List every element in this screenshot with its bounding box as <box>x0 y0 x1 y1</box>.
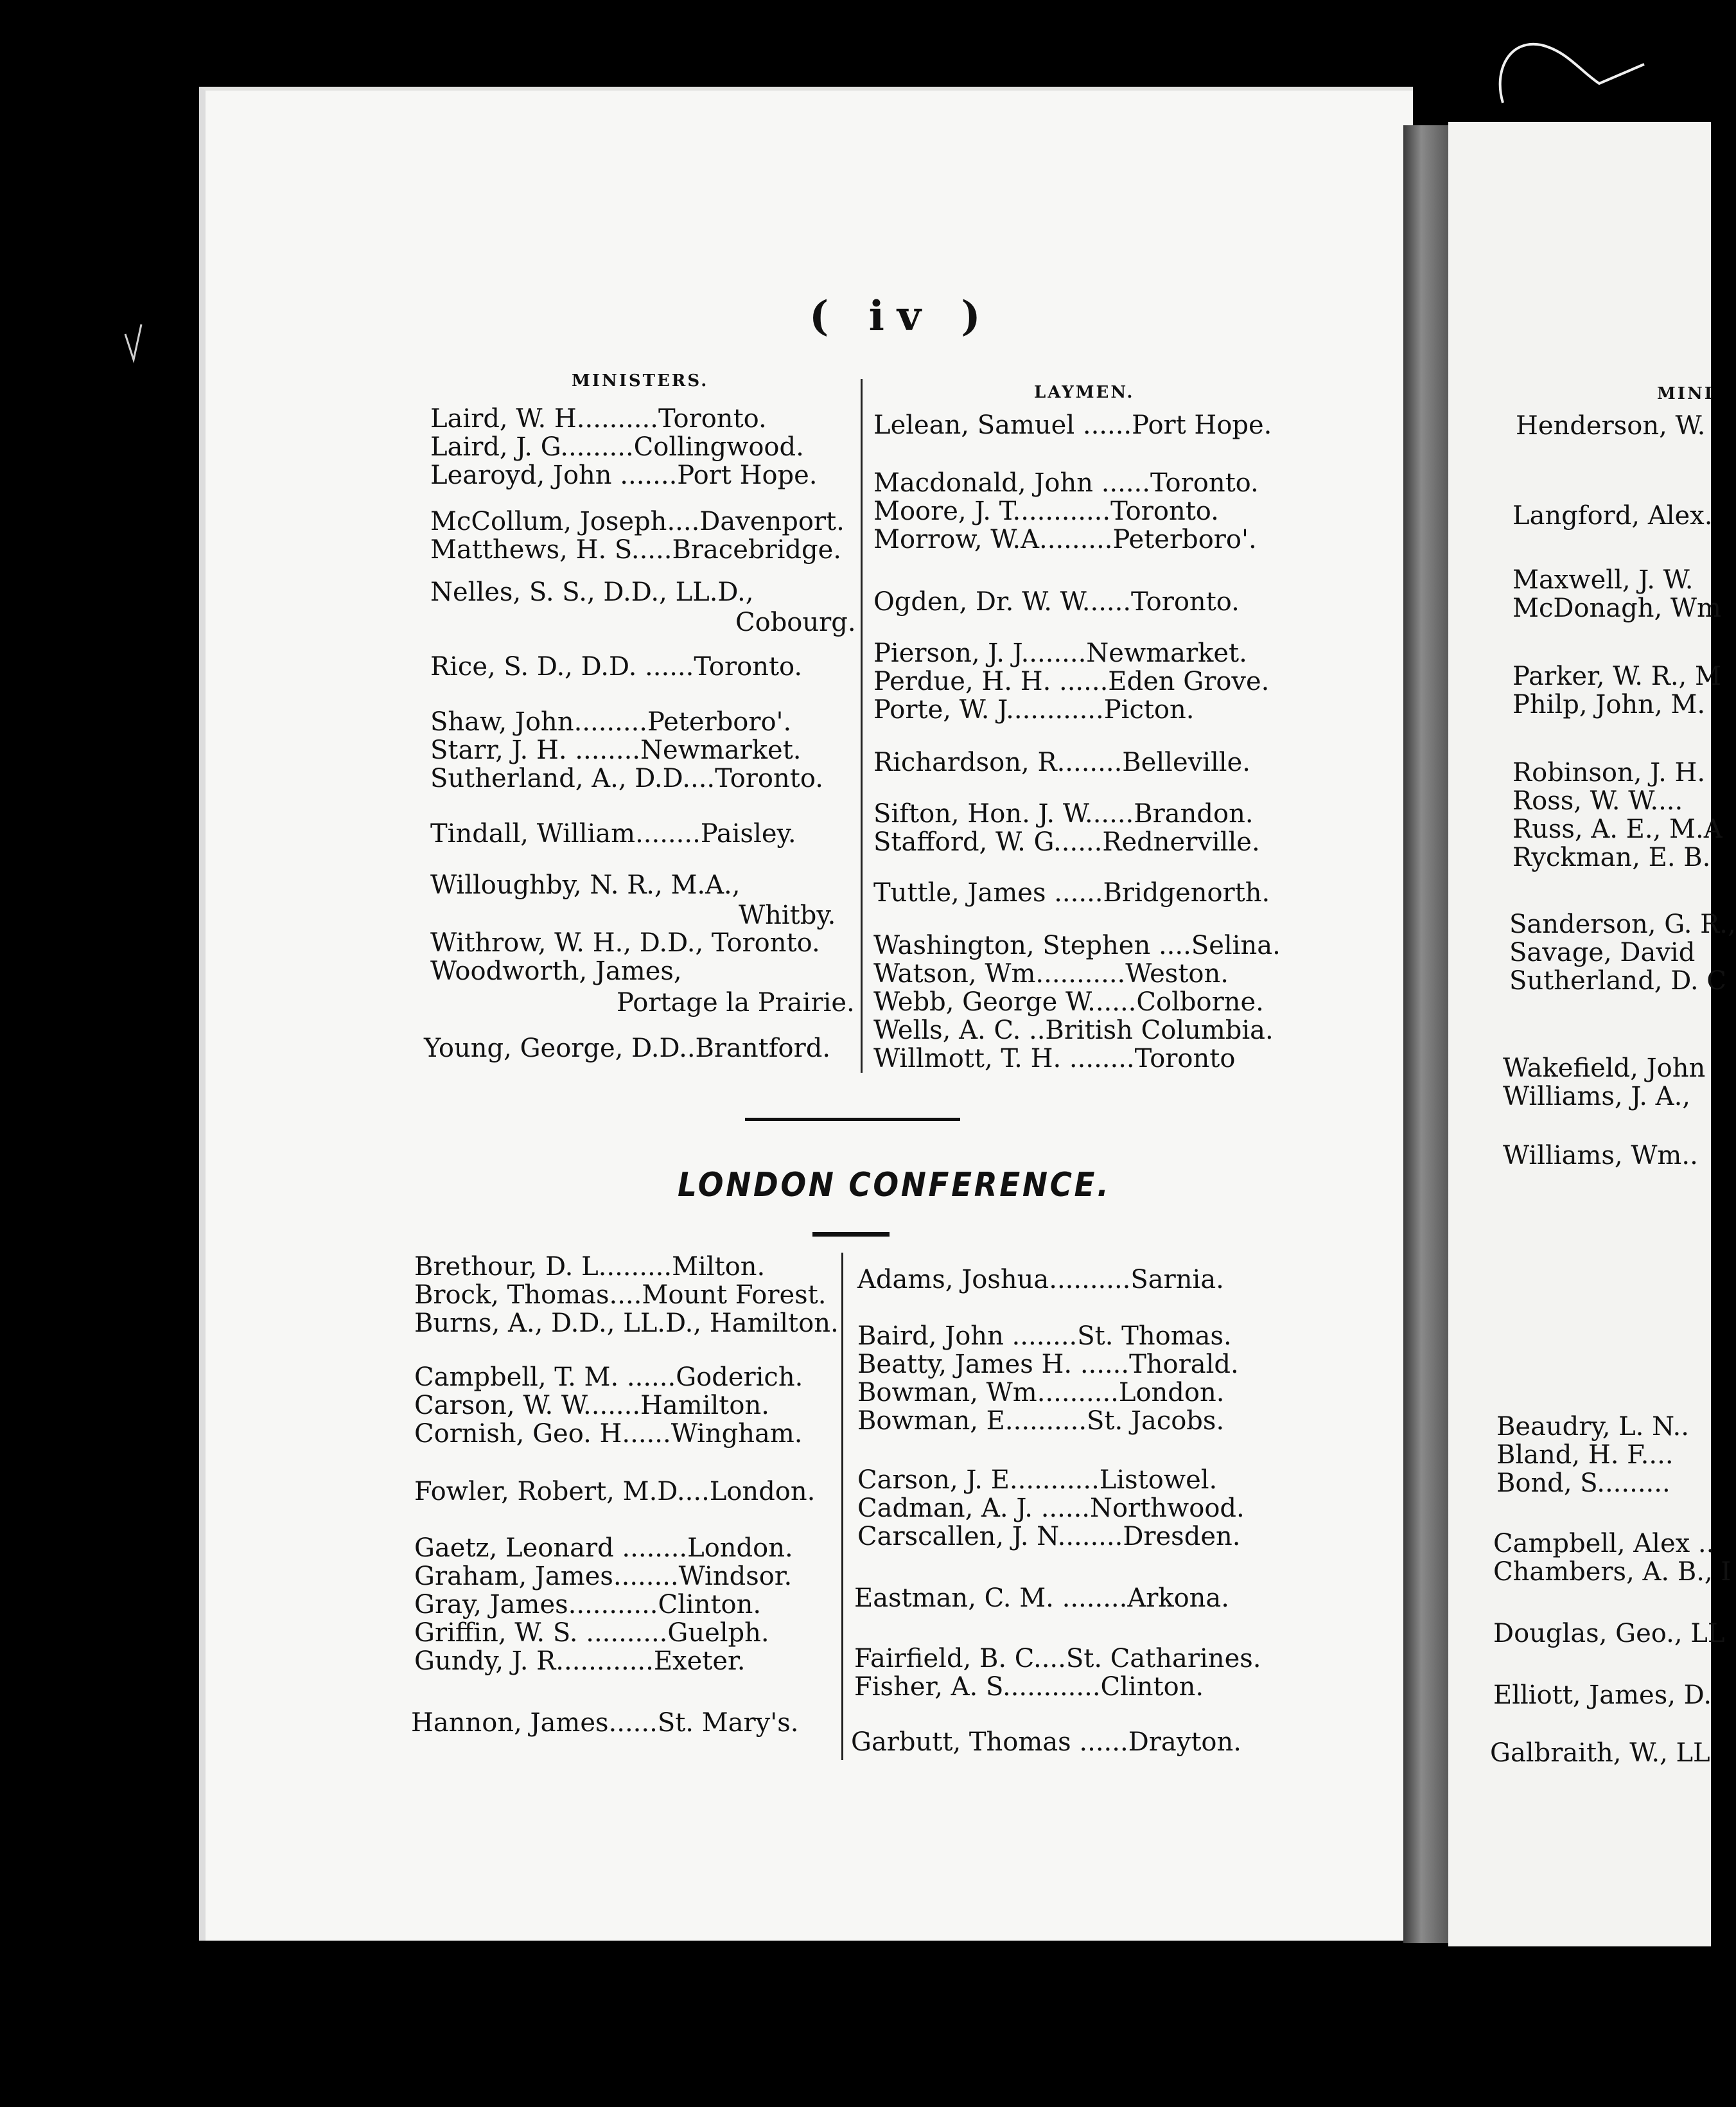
list-item: Graham, James........Windsor. <box>414 1562 793 1591</box>
facing-entry: Robinson, J. H. <box>1512 758 1706 788</box>
facing-entry: Douglas, Geo., LL <box>1493 1619 1725 1648</box>
scan-mark-icon <box>122 321 148 366</box>
list-item: Watson, Wm...........Weston. <box>873 959 1229 989</box>
ministers-heading: MINISTERS. <box>572 371 709 391</box>
list-item: Laird, W. H..........Toronto. <box>430 404 767 434</box>
list-item: Learoyd, John .......Port Hope. <box>430 461 818 490</box>
laymen-heading: LAYMEN. <box>1034 383 1135 402</box>
facing-entry: Campbell, Alex .. <box>1493 1529 1715 1558</box>
list-item: Campbell, T. M. ......Goderich. <box>414 1362 803 1392</box>
list-item: Matthews, H. S.....Bracebridge. <box>430 535 841 565</box>
list-item: Perdue, H. H. ......Eden Grove. <box>873 667 1270 696</box>
facing-entry: Ross, W. W.... <box>1512 786 1683 816</box>
column-divider <box>861 379 863 1073</box>
list-item: Carson, W. W.......Hamilton. <box>414 1391 769 1420</box>
list-item: Tindall, William........Paisley. <box>430 819 796 849</box>
facing-entry: Bond, S......... <box>1496 1468 1670 1498</box>
list-item: Tuttle, James ......Bridgenorth. <box>873 878 1270 908</box>
facing-entry: Philp, John, M. <box>1512 690 1706 719</box>
list-item: Fisher, A. S............Clinton. <box>854 1672 1204 1702</box>
facing-entry: Russ, A. E., M.A <box>1512 815 1723 844</box>
list-item: Nelles, S. S., D.D., LL.D., <box>430 577 754 607</box>
facing-heading: MINI <box>1657 384 1714 403</box>
facing-entry: Williams, J. A., <box>1503 1082 1690 1111</box>
facing-entry: Chambers, A. B., I <box>1493 1557 1732 1587</box>
list-item: Morrow, W.A.........Peterboro'. <box>873 525 1257 554</box>
scan-mark-icon <box>1490 26 1644 116</box>
facing-entry: Beaudry, L. N.. <box>1496 1412 1689 1441</box>
list-item: Ogden, Dr. W. W......Toronto. <box>873 587 1240 617</box>
list-item: Starr, J. H. ........Newmarket. <box>430 736 802 765</box>
list-item: Richardson, R........Belleville. <box>873 748 1250 777</box>
list-item-continuation: Whitby. <box>739 901 836 930</box>
facing-entry: McDonagh, Wm <box>1512 594 1721 623</box>
list-item: Willmott, T. H. ........Toronto <box>873 1044 1236 1073</box>
list-item: Bowman, Wm..........London. <box>857 1378 1225 1407</box>
list-item: Fowler, Robert, M.D....London. <box>414 1477 816 1506</box>
facing-entry: Williams, Wm.. <box>1503 1141 1698 1170</box>
facing-entry: Elliott, James, D. <box>1493 1680 1712 1710</box>
facing-entry: Langford, Alex. <box>1512 501 1713 531</box>
list-item: Cornish, Geo. H......Wingham. <box>414 1419 803 1449</box>
list-item: Gaetz, Leonard ........London. <box>414 1533 793 1563</box>
list-item: Gundy, J. R............Exeter. <box>414 1646 746 1676</box>
section-title: LONDON CONFERENCE. <box>678 1166 1111 1204</box>
facing-entry: Wakefield, John <box>1503 1054 1706 1083</box>
facing-entry: Sanderson, G. R., <box>1509 910 1736 939</box>
list-item: Adams, Joshua..........Sarnia. <box>857 1265 1224 1294</box>
list-item: Sifton, Hon. J. W......Brandon. <box>873 799 1254 829</box>
list-item: Burns, A., D.D., LL.D., Hamilton. <box>414 1309 839 1338</box>
list-item: Laird, J. G.........Collingwood. <box>430 432 804 462</box>
facing-entry: Bland, H. F.... <box>1496 1440 1674 1470</box>
title-underline <box>812 1232 890 1237</box>
facing-entry: Ryckman, E. B. <box>1512 843 1711 872</box>
list-item: McCollum, Joseph....Davenport. <box>430 507 845 536</box>
list-item: Brethour, D. L.........Milton. <box>414 1252 766 1282</box>
list-item: Brock, Thomas....Mount Forest. <box>414 1280 827 1310</box>
list-item: Carson, J. E...........Listowel. <box>857 1465 1218 1495</box>
list-item: Rice, S. D., D.D. ......Toronto. <box>430 652 803 682</box>
list-item: Griffin, W. S. ..........Guelph. <box>414 1618 769 1648</box>
list-item: Fairfield, B. C....St. Catharines. <box>854 1644 1261 1673</box>
facing-entry: Savage, David <box>1509 938 1696 967</box>
list-item: Hannon, James......St. Mary's. <box>411 1708 799 1738</box>
facing-entry: Sutherland, D. C <box>1509 966 1726 996</box>
list-item: Bowman, E..........St. Jacobs. <box>857 1406 1225 1436</box>
list-item: Beatty, James H. ......Thorald. <box>857 1350 1239 1379</box>
page-gutter <box>1403 125 1448 1943</box>
page-number: ( iv ) <box>809 292 994 340</box>
list-item: Moore, J. T............Toronto. <box>873 497 1219 526</box>
facing-entry: Henderson, W. <box>1516 411 1706 441</box>
list-item: Willoughby, N. R., M.A., <box>430 870 741 900</box>
list-item: Woodworth, James, <box>430 957 682 986</box>
list-item: Webb, George W......Colborne. <box>873 987 1264 1017</box>
list-item: Washington, Stephen ....Selina. <box>873 931 1281 960</box>
list-item: Shaw, John.........Peterboro'. <box>430 707 792 737</box>
list-item: Eastman, C. M. ........Arkona. <box>854 1583 1229 1613</box>
list-item: Porte, W. J............Picton. <box>873 695 1195 725</box>
facing-entry: Parker, W. R., M <box>1512 662 1721 691</box>
list-item: Macdonald, John ......Toronto. <box>873 468 1259 498</box>
facing-entry: Maxwell, J. W. <box>1512 565 1694 595</box>
list-item: Garbutt, Thomas ......Drayton. <box>851 1727 1241 1757</box>
list-item: Carscallen, J. N........Dresden. <box>857 1522 1241 1551</box>
list-item: Wells, A. C. ..British Columbia. <box>873 1016 1274 1045</box>
list-item-continuation: Portage la Prairie. <box>617 988 855 1018</box>
list-item: Pierson, J. J........Newmarket. <box>873 639 1247 668</box>
list-item: Stafford, W. G......Rednerville. <box>873 827 1260 857</box>
list-item: Baird, John ........St. Thomas. <box>857 1321 1232 1351</box>
list-item: Cadman, A. J. ......Northwood. <box>857 1494 1245 1523</box>
list-item: Young, George, D.D..Brantford. <box>424 1034 831 1063</box>
list-item: Sutherland, A., D.D....Toronto. <box>430 764 823 793</box>
facing-entry: Galbraith, W., LL <box>1490 1738 1710 1768</box>
column-divider <box>841 1253 843 1760</box>
list-item: Withrow, W. H., D.D., Toronto. <box>430 928 820 958</box>
list-item: Lelean, Samuel ......Port Hope. <box>873 410 1272 440</box>
list-item-continuation: Cobourg. <box>735 608 856 637</box>
list-item: Gray, James...........Clinton. <box>414 1590 762 1619</box>
section-rule <box>745 1118 960 1121</box>
